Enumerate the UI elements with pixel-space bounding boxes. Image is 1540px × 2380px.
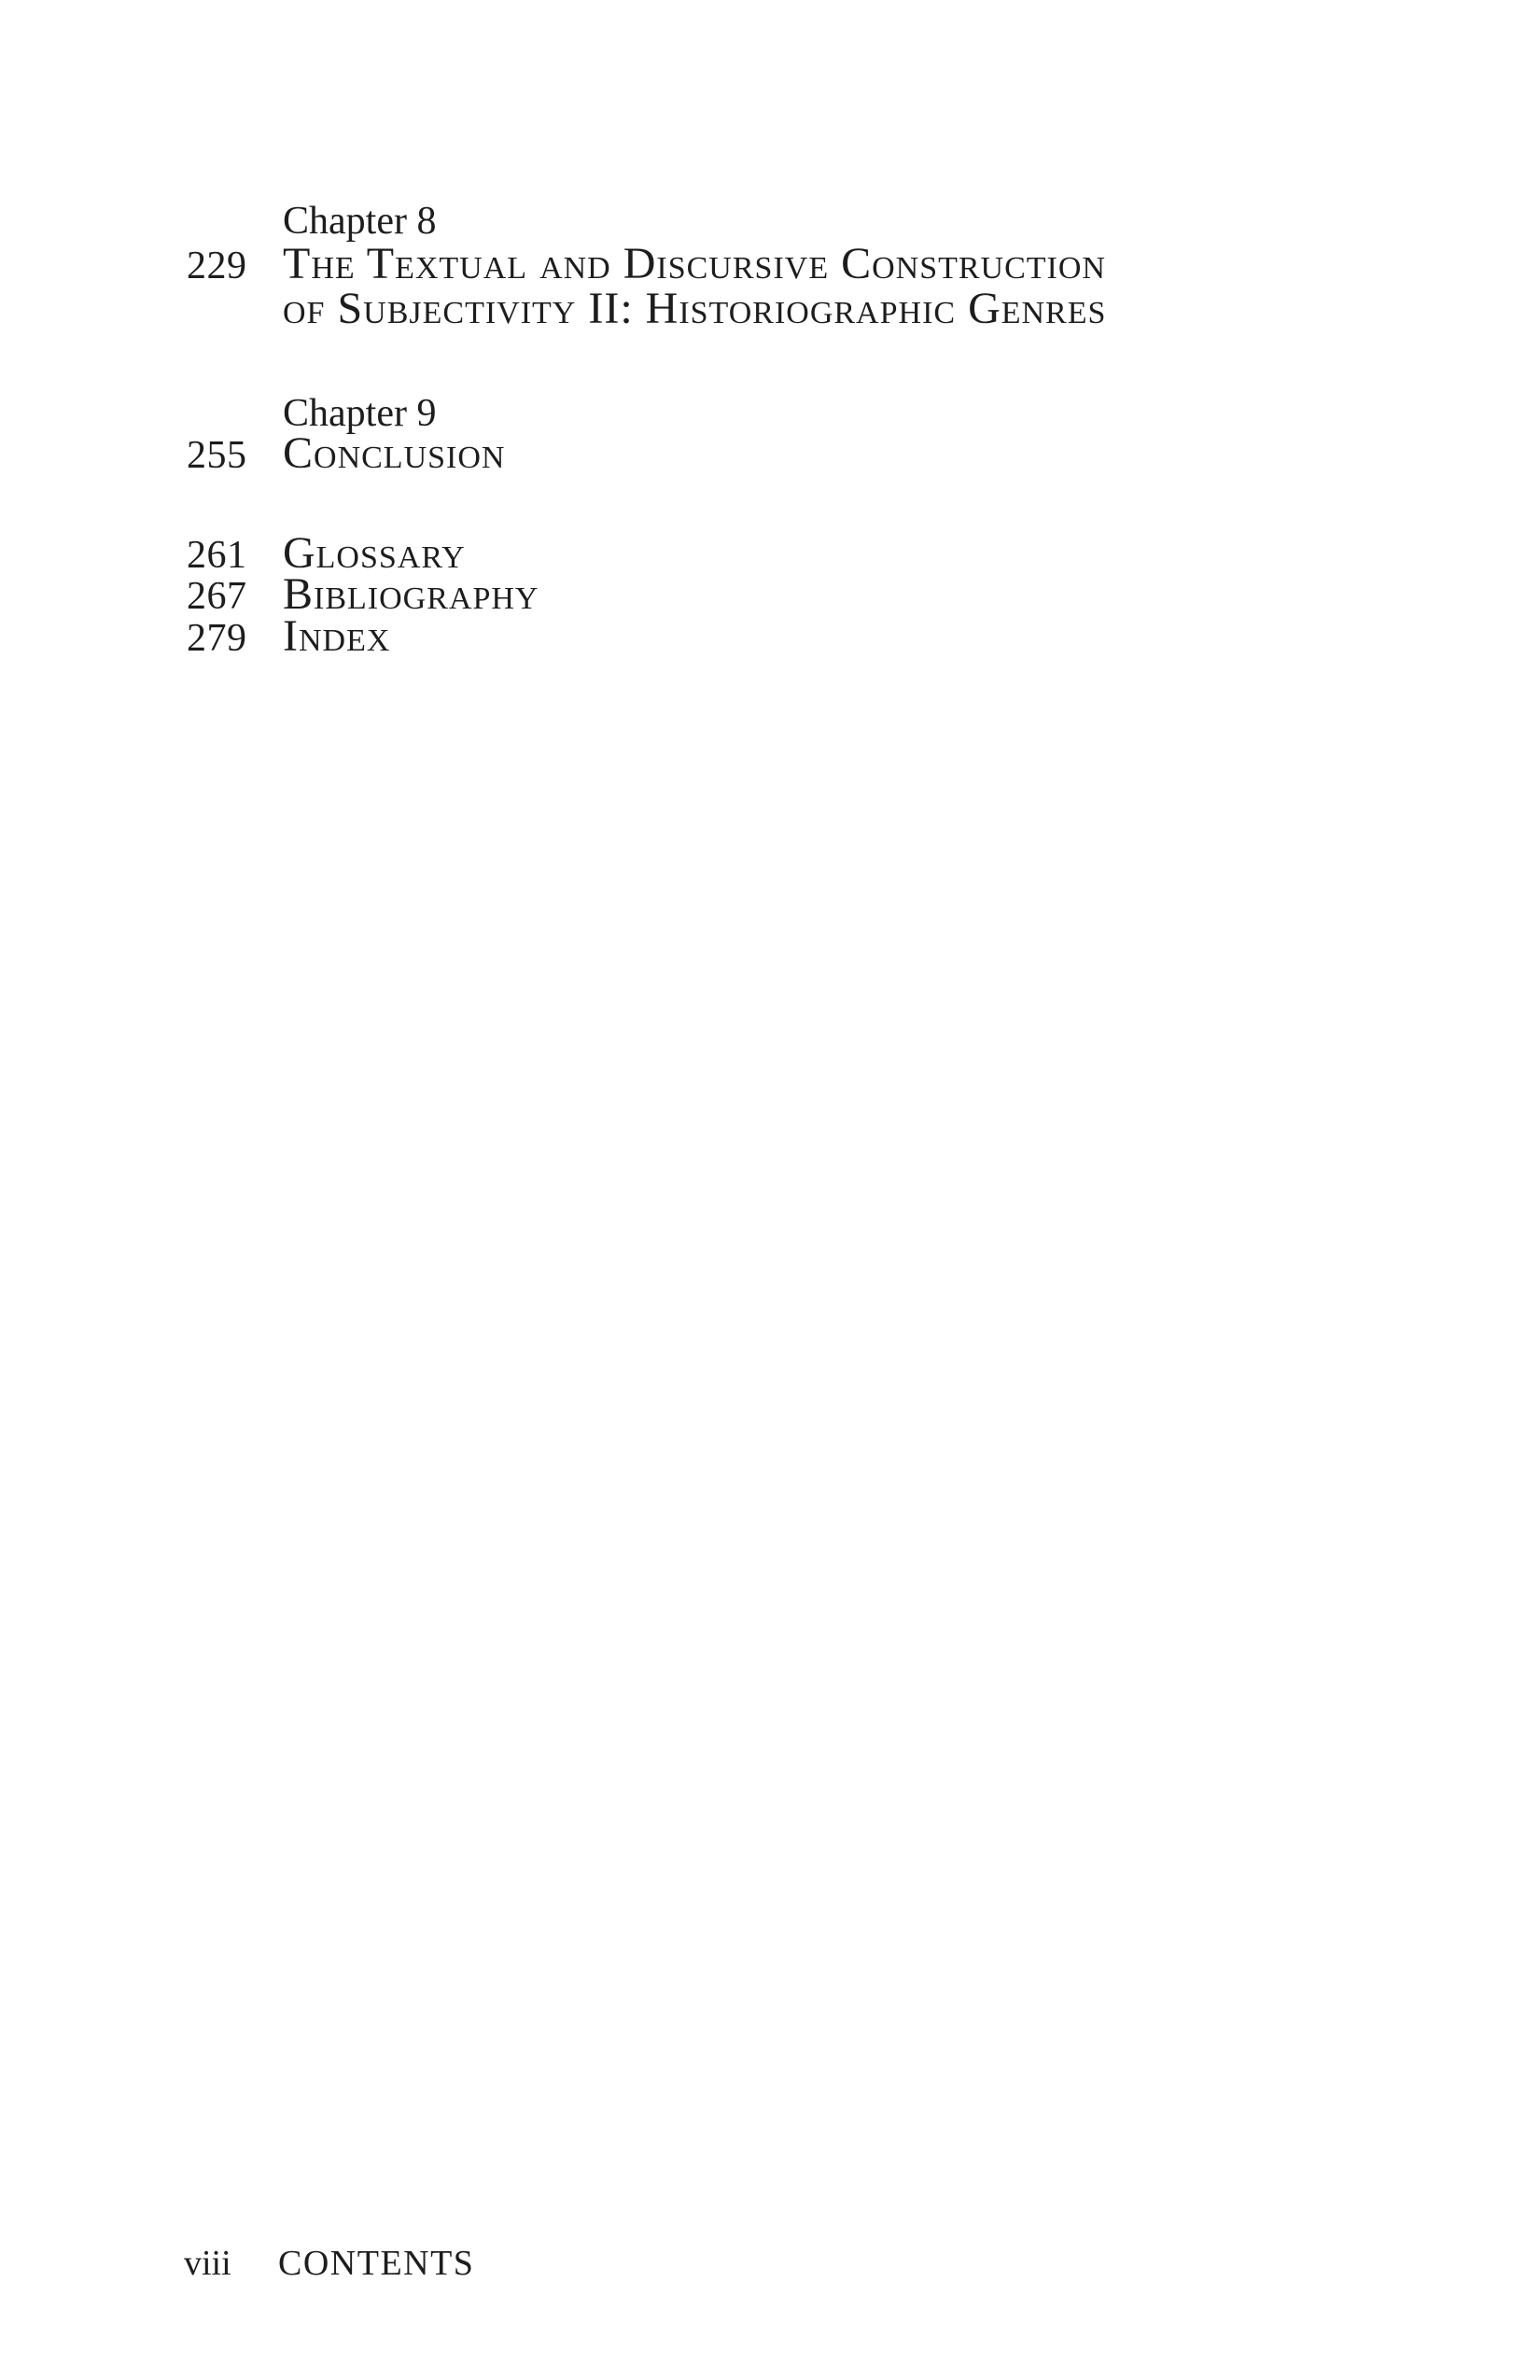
chapter-title-line: Conclusion	[283, 428, 506, 478]
chapter-title-line: of Subjectivity II: Historiographic Genres	[283, 284, 1107, 333]
page-number: 229	[187, 245, 247, 287]
toc-entry-chapter-9-label-row	[187, 394, 436, 433]
page-number: 261	[187, 534, 247, 577]
chapter-title-line: The Textual and Discursive Construction	[283, 239, 1106, 288]
back-matter-title: Bibliography	[283, 569, 539, 619]
running-head: CONTENTS	[278, 2244, 475, 2283]
toc-entry-bibliography	[187, 569, 539, 619]
page-footer	[184, 2246, 474, 2281]
back-matter-title: Index	[283, 611, 391, 661]
toc-entry-chapter-9-title-row	[187, 428, 506, 478]
toc-entry-chapter-8-label-row	[187, 202, 436, 241]
back-matter-title: Glossary	[283, 528, 466, 578]
page-number: 255	[187, 434, 247, 477]
toc-entry-chapter-8-title-row-2	[187, 284, 1107, 333]
page-number: 267	[187, 575, 247, 618]
page-folio: viii	[184, 2244, 231, 2283]
chapter-label: Chapter 8	[283, 200, 437, 243]
toc-entry-chapter-8-title-row	[187, 239, 1106, 288]
chapter-label: Chapter 9	[283, 392, 437, 435]
toc-entry-index	[187, 611, 391, 661]
page-number: 279	[187, 617, 247, 660]
